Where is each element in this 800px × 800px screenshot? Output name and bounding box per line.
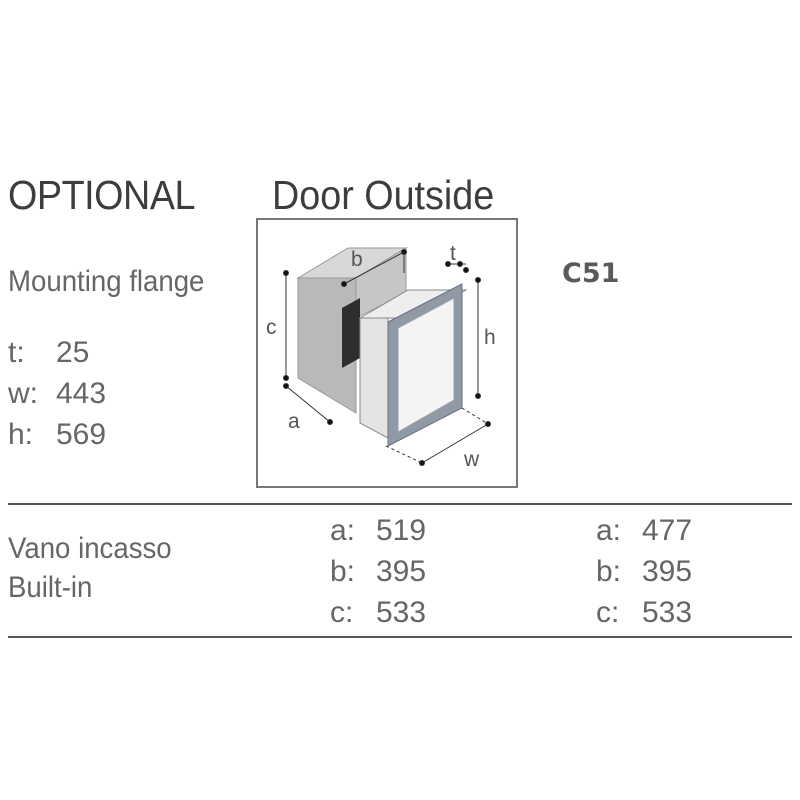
spec-key: t: — [8, 336, 25, 369]
dim-key: b: — [330, 555, 356, 588]
dim-label-b: b — [351, 248, 363, 271]
dim-value: 395 — [376, 555, 427, 588]
dim-label-h: h — [484, 326, 496, 349]
flange-spec-h — [8, 418, 106, 452]
dim-key: a: — [596, 514, 622, 547]
dim-label-c: c — [266, 316, 277, 339]
dim-label-w: w — [464, 448, 480, 471]
spec-value: 443 — [56, 377, 107, 410]
col2-row-a — [596, 514, 692, 548]
door-side — [360, 318, 388, 438]
col1-row-a — [330, 514, 426, 548]
mounting-flange-title: Mounting flange — [8, 265, 205, 298]
dim-value: 395 — [642, 555, 693, 588]
col1-row-b — [330, 555, 426, 589]
dim-value: 477 — [642, 514, 693, 547]
spec-key: w: — [8, 377, 38, 410]
flange-spec-t — [8, 336, 89, 370]
door-outside-title: Door Outside — [272, 172, 495, 218]
fridge-diagram — [256, 218, 518, 488]
dim-key: a: — [330, 514, 356, 547]
bottom-divider — [8, 636, 792, 638]
col2-row-c — [596, 596, 692, 630]
dim-key: b: — [596, 555, 622, 588]
builtin-label-en: Built-in — [8, 571, 93, 604]
flange-spec-w — [8, 377, 106, 411]
spec-key: h: — [8, 418, 34, 451]
col1-row-c — [330, 596, 426, 630]
builtin-label-it: Vano incasso — [8, 532, 172, 565]
model-code: C51 — [562, 258, 620, 289]
dim-value: 519 — [376, 514, 427, 547]
dim-value: 533 — [376, 596, 427, 629]
dim-label-a: a — [288, 410, 300, 433]
dim-label-t: t — [450, 242, 456, 265]
top-divider — [8, 503, 792, 505]
dark-recess — [342, 298, 360, 368]
dim-value: 533 — [642, 596, 693, 629]
optional-heading: OPTIONAL — [8, 172, 196, 218]
col2-row-b — [596, 555, 692, 589]
dim-key: c: — [596, 596, 620, 629]
dim-key: c: — [330, 596, 354, 629]
spec-value: 569 — [56, 418, 107, 451]
spec-value: 25 — [56, 336, 90, 369]
